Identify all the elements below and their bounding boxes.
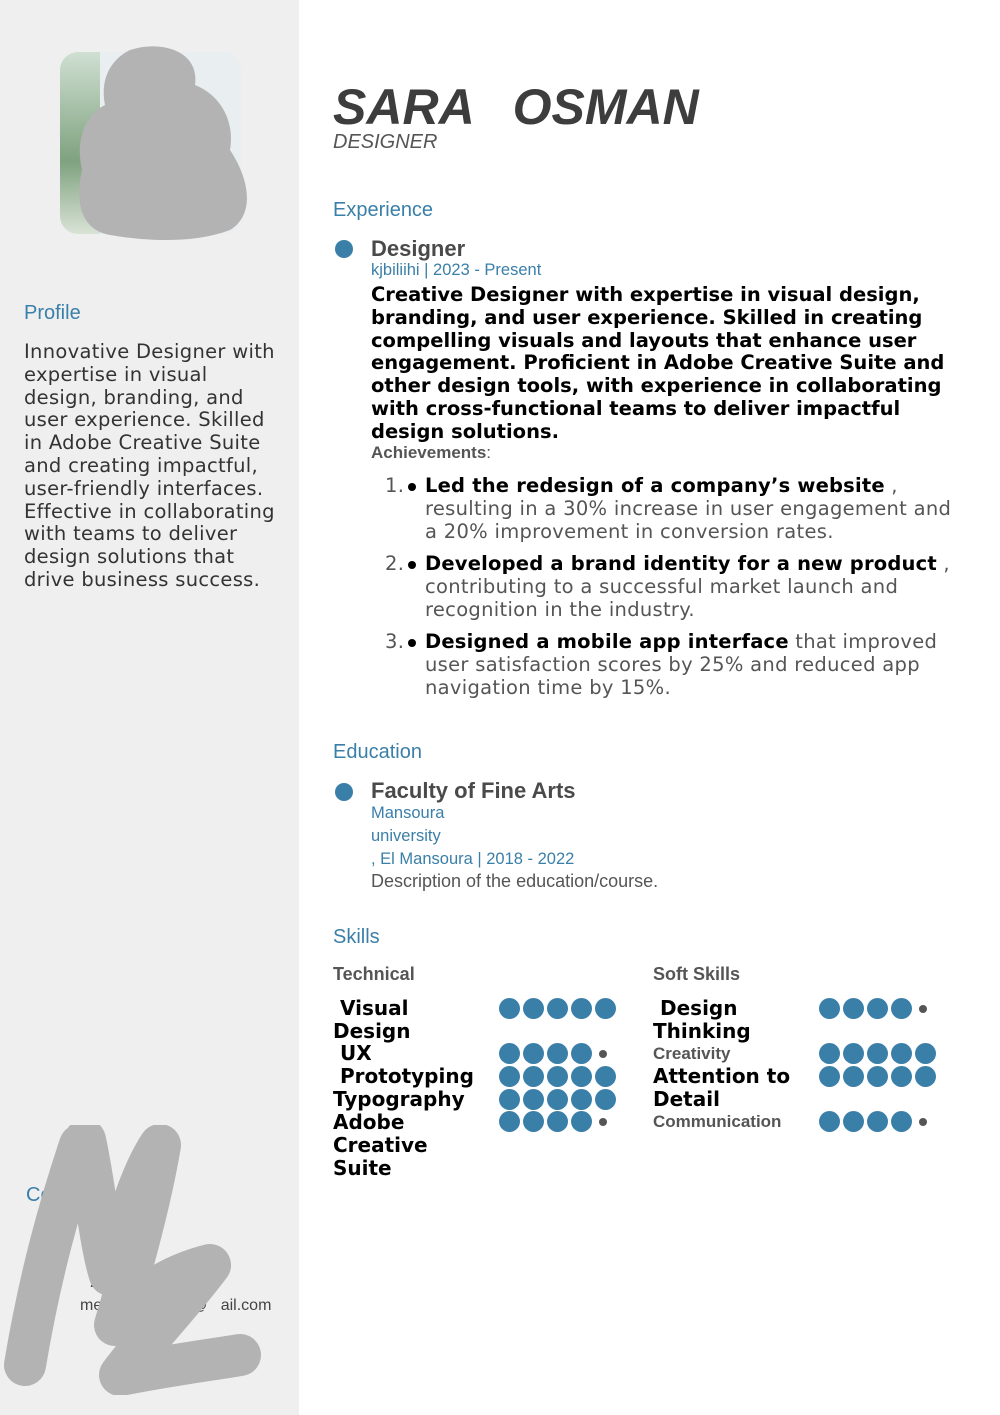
timeline-dot [335,783,353,801]
rating-dot-filled [843,1043,864,1064]
achievement-item [385,631,965,699]
rating-dot-filled [915,1066,936,1087]
rating-dot-filled [547,1089,568,1110]
skill-name: Adobe Creative Suite [333,1110,428,1180]
sidebar [0,0,299,1415]
bullet-dot [408,639,416,647]
achievement-number: 2. [385,552,405,575]
profile-heading: Profile [24,302,81,324]
job-summary: Creative Designer with expertise in visual design, branding, and user experience. Skilled in creating compelling visuals and layouts that enhance user engagement. Proficient in Adobe Creative Suite and other design tools, with experience in collaborating with cross-functional teams to deliver impactful design solutions. [371,283,945,443]
candidate-role: DESIGNER [333,131,438,153]
rating-dot-filled [571,998,592,1019]
school-location: Mansoura [371,804,445,822]
rating-dot-filled [571,1043,592,1064]
contact-heading: Co [26,1184,52,1206]
skill-name: Attention to Detail [653,1064,791,1111]
rating-dot-filled [891,998,912,1019]
rating-dot-filled [819,998,840,1019]
rating-dot-filled [867,1043,888,1064]
skill-name: Design Thinking [653,996,751,1043]
profile-summary: Innovative Designer with expertise in visual design, branding, and user experience. Skilled in Adobe Creative Suite and creating impactful, user-friendly interfaces. Effective in collaborating with teams to deliver design solutions that drive business success. [24,340,275,591]
contact-email: me @ ail.com [80,1297,272,1314]
rating-dot-filled [891,1066,912,1087]
rating-dot-filled [595,1089,616,1110]
rating-dot-filled [523,1111,544,1132]
rating-dot-filled [523,1089,544,1110]
skill-name: Prototyping [340,1064,474,1088]
rating-dot-filled [843,998,864,1019]
rating-dot-filled [595,998,616,1019]
rating-dot-filled [819,1111,840,1132]
rating-dot-filled [595,1066,616,1087]
contact-redaction-scribble [0,1125,270,1395]
skills-heading: Skills [333,926,380,948]
bullet-dot [408,561,416,569]
skill-name: Visual Design [333,996,411,1043]
rating-dot-filled [499,1089,520,1110]
education-description: Description of the education/course. [371,871,659,891]
job-company-dates: kjbiliihi | 2023 - Present [371,261,542,279]
skill-name: UX [340,1041,372,1065]
achievement-detail: , contributing to a successful market launch and recognition in the industry. [425,552,950,621]
rating-dot-empty [599,1050,607,1058]
skill-name: Creativity [653,1044,731,1063]
rating-dot-filled [843,1111,864,1132]
candidate-name: SARA OSMAN [333,79,699,135]
achievement-number: 3. [385,630,405,653]
skill-name: Communication [653,1112,782,1131]
rating-dot-filled [571,1111,592,1132]
rating-dot-filled [523,1043,544,1064]
achievement-item [385,475,965,543]
rating-dot-filled [819,1066,840,1087]
achievement-number: 1. [385,474,405,497]
rating-dot-filled [547,1111,568,1132]
rating-dot-filled [843,1066,864,1087]
contact-line: 23 [90,1274,108,1291]
timeline-dot [335,240,353,258]
contact-line: 45 [100,1251,118,1268]
contact-line: d.ab [104,1355,136,1372]
achievement-highlight: Designed a mobile app interface [425,630,789,653]
job-title: Designer [371,236,466,261]
education-heading: Education [333,741,422,763]
rating-dot-filled [867,998,888,1019]
rating-dot-filled [499,1111,520,1132]
rating-dot-filled [547,1066,568,1087]
achievement-detail: , resulting in a 30% increase in user engagement and a 20% improvement in conversion rates. [425,474,952,543]
rating-dot-filled [867,1066,888,1087]
rating-dot-filled [867,1111,888,1132]
rating-dot-filled [915,1043,936,1064]
achievement-detail: that improved user satisfaction scores by 25% and reduced app navigation time by 15%. [425,630,938,699]
contact-line: abo [112,1332,139,1349]
technical-skills-heading: Technical [333,964,415,984]
photo-redaction [70,40,255,245]
rating-dot-filled [523,1066,544,1087]
school-name: Faculty of Fine Arts [371,778,576,803]
achievements-label: Achievements: [371,443,492,462]
rating-dot-filled [819,1043,840,1064]
experience-heading: Experience [333,199,434,221]
soft-skills-heading: Soft Skills [653,964,741,984]
rating-dot-filled [891,1043,912,1064]
school-location: university [371,827,441,845]
achievement-item [385,553,965,621]
rating-dot-filled [571,1089,592,1110]
rating-dot-empty [599,1118,607,1126]
skill-name: Typography [333,1087,465,1111]
achievement-highlight: Led the redesign of a company’s website [425,474,885,497]
rating-dot-filled [547,1043,568,1064]
bullet-dot [408,483,416,491]
rating-dot-filled [523,998,544,1019]
rating-dot-filled [499,998,520,1019]
rating-dot-filled [571,1066,592,1087]
contact-line: ra [112,1228,127,1245]
rating-dot-filled [547,998,568,1019]
rating-dot-empty [919,1005,927,1013]
rating-dot-filled [499,1066,520,1087]
rating-dot-empty [919,1118,927,1126]
rating-dot-filled [891,1111,912,1132]
achievement-highlight: Developed a brand identity for a new product [425,552,937,575]
rating-dot-filled [499,1043,520,1064]
school-city-dates: , El Mansoura | 2018 - 2022 [371,850,575,868]
